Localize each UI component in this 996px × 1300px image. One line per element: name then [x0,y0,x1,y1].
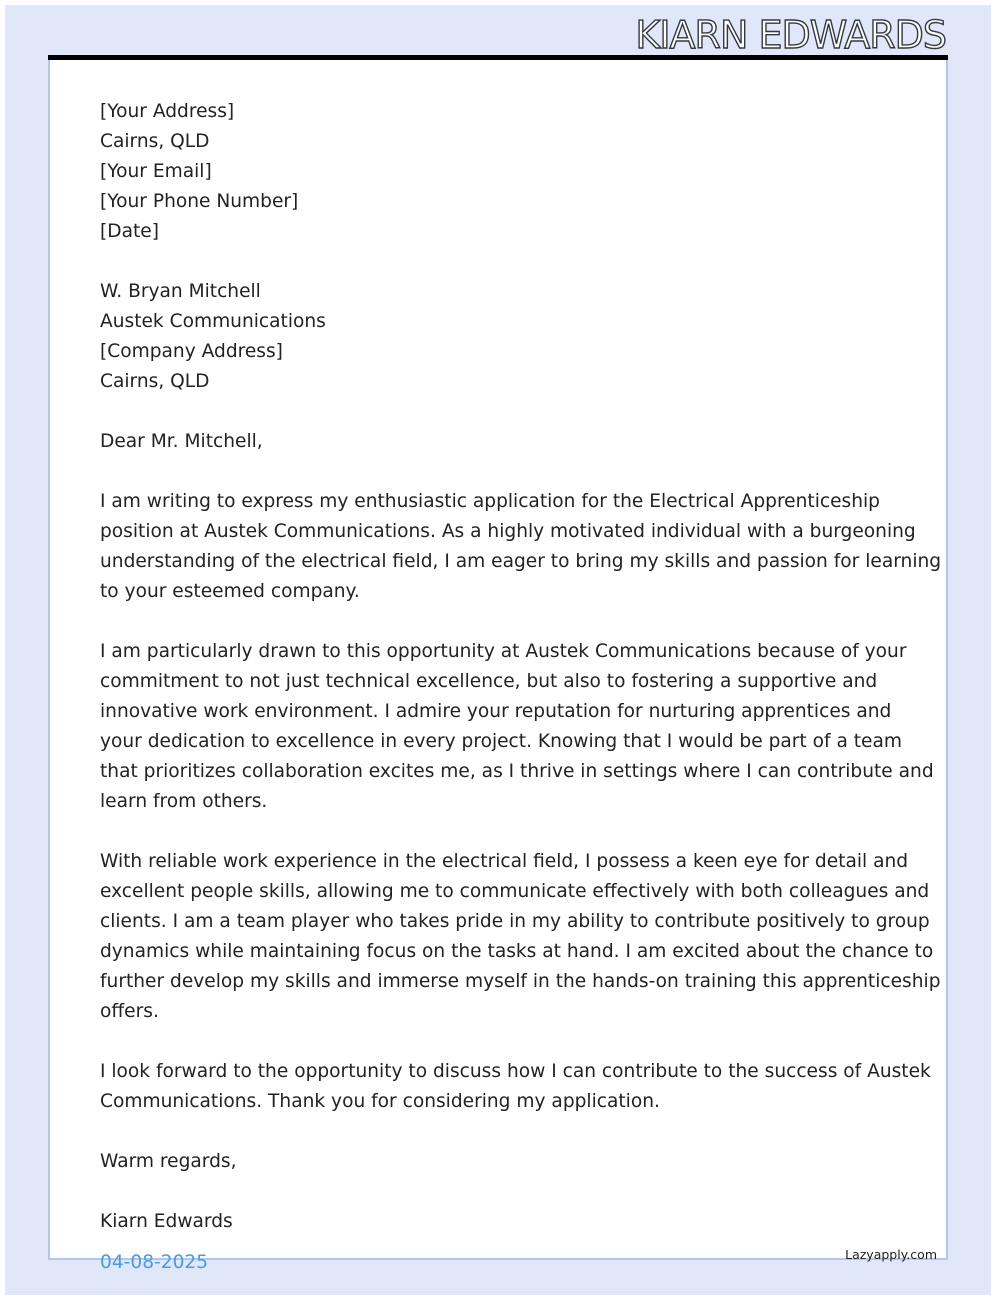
recipient-address: [Company Address] [100,341,283,362]
spacer [100,817,900,847]
paragraph-line: offers. [100,1001,159,1022]
paragraph-line: learn from others. [100,791,268,812]
paragraph-3 [100,847,941,1027]
paragraph-line: Communications. Thank you for considering my application. [100,1091,660,1112]
salutation: Dear Mr. Mitchell, [100,431,263,452]
recipient-company: Austek Communications [100,311,326,332]
paragraph-line: position at Austek Communications. As a highly motivated individual with a burgeoning [100,521,916,542]
paragraph-line: excellent people skills, allowing me to communicate effectively with both colleagues and [100,881,930,902]
sender-address: [Your Address] [100,101,235,122]
paragraph-4 [100,1057,931,1117]
spacer [100,1177,900,1207]
spacer [100,607,900,637]
signature: Kiarn Edwards [100,1211,233,1232]
paragraph-1 [100,487,942,607]
spacer [100,457,900,487]
spacer [100,1027,900,1057]
footer-brand: Lazyapply.com [845,1247,937,1262]
paragraph-2 [100,637,934,817]
recipient-name: W. Bryan Mitchell [100,281,261,302]
sender-email: [Your Email] [100,161,212,182]
paragraph-line: commitment to not just technical excellence, but also to fostering a supportive and [100,671,878,692]
paragraph-line: to your esteemed company. [100,581,360,602]
spacer [100,1117,900,1147]
sender-phone: [Your Phone Number] [100,191,299,212]
paragraph-line: understanding of the electrical field, I am eager to bring my skills and passion for learning [100,551,942,572]
closing: Warm regards, [100,1151,237,1172]
recipient-block [100,277,900,397]
paragraph-line: With reliable work experience in the electrical field, I possess a keen eye for detail and [100,851,909,872]
recipient-city: Cairns, QLD [100,371,210,392]
paragraph-line: your dedication to excellence in every project. Knowing that I would be part of a team [100,731,902,752]
spacer [100,247,900,277]
footer-date: 04-08-2025 [100,1252,209,1273]
letter-body [100,97,942,1237]
paragraph-line: clients. I am a team player who takes pride in my ability to contribute positively to group [100,911,930,932]
paragraph-line: I am writing to express my enthusiastic application for the Electrical Apprenticeship [100,491,880,512]
sender-block [100,97,900,247]
paragraph-line: I look forward to the opportunity to discuss how I can contribute to the success of Austek [100,1061,931,1082]
paragraph-line: that prioritizes collaboration excites me, as I thrive in settings where I can contribute and [100,761,934,782]
paragraph-line: dynamics while maintaining focus on the tasks at hand. I am excited about the chance to [100,941,934,962]
paragraph-line: further develop my skills and immerse myself in the hands-on training this apprenticeship [100,971,941,992]
sender-city: Cairns, QLD [100,131,210,152]
paragraph-line: innovative work environment. I admire your reputation for nurturing apprentices and [100,701,892,722]
spacer [100,397,900,427]
header-name: KIARN EDWARDS [635,13,946,57]
paragraph-line: I am particularly drawn to this opportunity at Austek Communications because of your [100,641,907,662]
sender-date: [Date] [100,221,159,242]
